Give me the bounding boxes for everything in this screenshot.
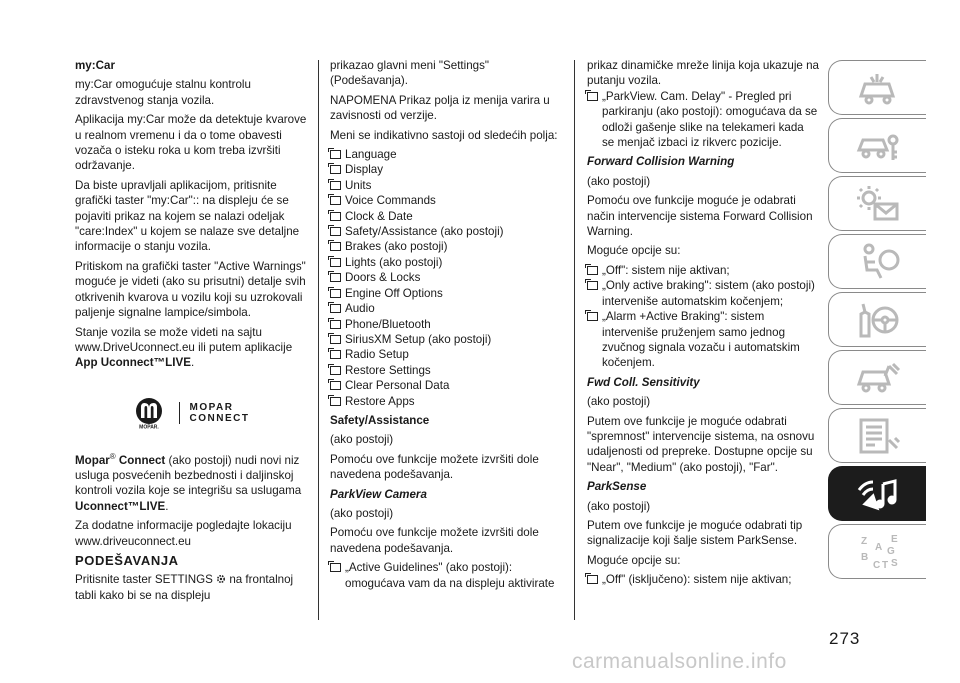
tab-driving[interactable] bbox=[828, 292, 926, 347]
bullet-icon bbox=[330, 304, 341, 313]
bullet-icon bbox=[330, 350, 341, 359]
column-divider-right bbox=[574, 60, 575, 620]
bullet-icon bbox=[330, 563, 341, 572]
settings-menu-item bbox=[330, 332, 562, 347]
bullet-icon bbox=[330, 242, 341, 251]
warning-light-icon bbox=[855, 184, 901, 224]
subheading: ParkSense bbox=[587, 480, 647, 494]
registered-mark: ® bbox=[109, 451, 116, 461]
bullet-icon bbox=[587, 312, 598, 321]
list-item bbox=[587, 89, 819, 151]
paragraph bbox=[75, 572, 307, 603]
subheading: ParkView Camera bbox=[330, 487, 427, 501]
settings-menu-item-label: Radio Setup bbox=[345, 348, 409, 362]
settings-menu-item bbox=[330, 224, 562, 239]
settings-menu-item bbox=[330, 363, 562, 378]
paragraph: NAPOMENA Prikaz polja iz menija varira u zavisnosti od verzije. bbox=[330, 93, 550, 123]
settings-menu-item-label: Safety/Assistance (ako postoji) bbox=[345, 225, 504, 239]
paragraph: (ako postoji) bbox=[587, 174, 651, 188]
mycar-heading: my:Car bbox=[75, 59, 115, 72]
bullet-icon bbox=[587, 281, 598, 290]
settings-menu-item bbox=[330, 286, 562, 301]
app-name: App Uconnect™LIVE bbox=[75, 356, 191, 370]
settings-menu-item bbox=[330, 239, 562, 254]
settings-menu-item-label: Units bbox=[345, 178, 372, 192]
multimedia-icon bbox=[855, 474, 901, 514]
list-item bbox=[587, 278, 819, 309]
paragraph: Za dodatne informacije pogledajte lokaciju www.driveuconnect.eu bbox=[75, 519, 292, 548]
tab-safety[interactable] bbox=[828, 234, 926, 289]
column-3 bbox=[587, 58, 819, 588]
text: . bbox=[165, 499, 169, 513]
list-item bbox=[587, 263, 819, 278]
bullet-icon bbox=[330, 150, 341, 159]
bullet-icon bbox=[330, 335, 341, 344]
paragraph: Putem ove funkcije je moguće odabrati tip signalizacije koji šalje sistem ParkSense. bbox=[587, 518, 803, 548]
index-letter: E bbox=[890, 533, 898, 545]
settings-menu-item-label: Phone/Bluetooth bbox=[345, 317, 431, 331]
paragraph bbox=[75, 325, 307, 371]
logo-wordmark bbox=[179, 402, 250, 424]
settings-menu-item-label: Doors & Locks bbox=[345, 271, 421, 285]
index-letter: C bbox=[872, 559, 880, 571]
settings-menu-item-label: Clock & Date bbox=[345, 209, 413, 223]
column-divider-left bbox=[318, 60, 319, 620]
settings-menu-item bbox=[330, 301, 562, 316]
settings-menu-item bbox=[330, 317, 562, 332]
column-2 bbox=[330, 58, 562, 591]
car-key-icon bbox=[855, 126, 901, 166]
settings-menu-item-label: Restore Apps bbox=[345, 394, 415, 408]
bullet-icon bbox=[330, 181, 341, 190]
tab-car-key[interactable] bbox=[828, 118, 926, 173]
settings-menu-item bbox=[330, 378, 562, 393]
bullet-icon bbox=[330, 165, 341, 174]
text: na frontalnoj tabli kako bi se na displeju bbox=[75, 573, 294, 602]
list-item bbox=[330, 560, 562, 591]
bullet-icon bbox=[330, 366, 341, 375]
bullet-icon bbox=[330, 289, 341, 298]
page-number: 273 bbox=[829, 629, 861, 648]
settings-menu-item bbox=[330, 178, 562, 193]
index-letter: T bbox=[881, 559, 888, 571]
text: (ako postoji) nudi novi niz usluga posvećenih bezbednosti i daljinskoj kontroli vozila koje se integrišu sa uslugama bbox=[75, 453, 302, 498]
bullet-icon bbox=[330, 397, 341, 406]
index-letter: B bbox=[860, 551, 868, 563]
settings-menu-item-label: Brakes (ako postoji) bbox=[345, 240, 448, 254]
index-letter: G bbox=[886, 545, 895, 557]
paragraph: (ako postoji) bbox=[330, 433, 394, 447]
bullet-icon bbox=[330, 258, 341, 267]
paragraph: Meni se indikativno sastoji od sledećih polja: bbox=[330, 128, 558, 142]
service-name: Uconnect™LIVE bbox=[75, 499, 166, 513]
settings-menu-item-label: Lights (ako postoji) bbox=[345, 255, 443, 269]
settings-gear-icon bbox=[216, 574, 226, 584]
bullet-icon bbox=[587, 575, 598, 584]
paragraph bbox=[75, 449, 307, 514]
bullet-icon bbox=[587, 266, 598, 275]
tab-dashboard[interactable] bbox=[828, 60, 926, 115]
paragraph: Da biste upravljali aplikacijom, pritisnite grafički taster "my:Car":: na displeju će se pojaviti prikaz na kojem se nalazi odeljak "care:Index" u kojem se nalaze sve detaljne informacije o stanju vozila. bbox=[75, 178, 300, 254]
paragraph: Pritiskom na grafički taster "Active Warnings" moguće je videti (ako su prisutni) detalje svih otkrivenih kvarova u vozilu koji su uzrokovali paljenje signalne lampice/simbola. bbox=[75, 259, 306, 320]
index-icon bbox=[855, 532, 901, 572]
list-item-text: „Off": sistem nije aktivan; bbox=[602, 263, 730, 277]
bullet-icon bbox=[330, 227, 341, 236]
steering-wheel-icon bbox=[855, 300, 901, 340]
paragraph: (ako postoji) bbox=[330, 506, 394, 520]
technical-data-icon bbox=[855, 416, 901, 456]
column-1 bbox=[75, 58, 307, 607]
paragraph: prikaz dinamičke mreže linija koja ukazuje na putanju vozila. bbox=[587, 59, 819, 88]
settings-menu-list bbox=[330, 147, 562, 409]
car-service-icon bbox=[855, 358, 901, 398]
settings-menu-item bbox=[330, 255, 562, 270]
paragraph: prikazao glavni meni "Settings" (Podešavanja). bbox=[330, 59, 490, 88]
text: Stanje vozila se može videti na sajtu www.DriveUconnect.eu ili putem aplikacije bbox=[75, 325, 293, 354]
brand: Connect bbox=[115, 453, 166, 467]
mopar-connect-logo bbox=[75, 393, 307, 433]
settings-menu-item-label: Clear Personal Data bbox=[345, 379, 450, 393]
settings-menu-item bbox=[330, 147, 562, 162]
bullet-icon bbox=[330, 320, 341, 329]
settings-menu-item-label: Audio bbox=[345, 302, 375, 316]
tab-maintenance[interactable] bbox=[828, 408, 926, 463]
settings-menu-item bbox=[330, 162, 562, 177]
logo-mark-text: MOPAR. bbox=[138, 424, 159, 429]
list-item-text: „Alarm +Active Braking": sistem interveniše pruženjem samo jednog zvučnog signala vozaču i automatskim kočenjem. bbox=[602, 310, 800, 370]
paragraph: (ako postoji) bbox=[587, 395, 651, 409]
car-dashboard-icon bbox=[855, 68, 901, 108]
settings-menu-item bbox=[330, 270, 562, 285]
paragraph: Moguće opcije su: bbox=[587, 553, 681, 567]
list-item bbox=[587, 309, 819, 371]
tab-multimedia[interactable] bbox=[828, 466, 926, 521]
tab-index[interactable] bbox=[828, 524, 926, 579]
settings-menu-item bbox=[330, 394, 562, 409]
airbag-icon bbox=[855, 242, 901, 282]
paragraph: Moguće opcije su: bbox=[587, 244, 681, 258]
mopar-m-logo-icon bbox=[133, 397, 165, 429]
settings-menu-item bbox=[330, 347, 562, 362]
index-letter: A bbox=[874, 541, 882, 553]
paragraph: Aplikacija my:Car može da detektuje kvarove u realnom vremenu i da o tome obavesti vozača o isteku roka u kom treba izvršiti održavanje. bbox=[75, 113, 307, 173]
paragraph: (ako postoji) bbox=[587, 499, 651, 513]
settings-menu-item-label: Restore Settings bbox=[345, 363, 431, 377]
list-item-text: „Only active braking": sistem (ako postoji) interveniše automatskim kočenjem; bbox=[602, 279, 815, 308]
settings-menu-item-label: Engine Off Options bbox=[345, 286, 443, 300]
paragraph: Putem ove funkcije je moguće odabrati "spremnost" intervencije sistema, na osnovu udaljenosti od prepreke. Dostupne opcije su "Near", "Medium" (ako postoji), "Far". bbox=[587, 414, 815, 474]
tab-warning-lights[interactable] bbox=[828, 176, 926, 231]
list-item-text: „Off" (isključeno): sistem nije aktivan; bbox=[602, 573, 792, 587]
bullet-icon bbox=[330, 212, 341, 221]
brand: Mopar bbox=[75, 453, 110, 467]
subheading: Safety/Assistance bbox=[330, 413, 430, 427]
settings-menu-item-label: Voice Commands bbox=[345, 194, 436, 208]
logo-line: CONNECT bbox=[189, 412, 250, 424]
bullet-icon bbox=[330, 196, 341, 205]
text: Pritisnite taster SETTINGS bbox=[75, 573, 217, 587]
settings-menu-item-label: Display bbox=[345, 163, 384, 177]
paragraph: Pomoću ove funkcije moguće je odabrati način intervencije sistema Forward Collision Warning. bbox=[587, 194, 813, 239]
list-item-text: „ParkView. Cam. Delay" - Pregled pri parkiranju (ako postoji): omogućava da se odloži gašenje slike na telekameri kada se menjač izbaci iz rikverc pozicije. bbox=[602, 89, 818, 150]
bullet-icon bbox=[587, 92, 598, 101]
text: . bbox=[190, 356, 195, 370]
subheading: Fwd Coll. Sensitivity bbox=[587, 375, 700, 389]
settings-menu-item-label: Language bbox=[345, 148, 397, 162]
settings-menu-item bbox=[330, 193, 562, 208]
bullet-icon bbox=[330, 273, 341, 282]
watermark: carmanualsonline.info bbox=[572, 650, 787, 673]
index-letter: Z bbox=[860, 535, 867, 547]
logo-line: MOPAR bbox=[189, 401, 234, 413]
paragraph: my:Car omogućuje stalnu kontrolu zdravstvenog stanja vozila. bbox=[75, 78, 251, 107]
paragraph: Pomoću ove funkcije možete izvršiti dole navedena podešavanja. bbox=[330, 452, 539, 482]
list-item bbox=[587, 572, 819, 587]
tab-emergency[interactable] bbox=[828, 350, 926, 405]
subheading: Forward Collision Warning bbox=[587, 155, 735, 169]
bullet-icon bbox=[330, 381, 341, 390]
section-heading: PODEŠAVANJA bbox=[75, 553, 179, 569]
chapter-tabs bbox=[828, 60, 926, 582]
paragraph: Pomoću ove funkcije možete izvršiti dole navedena podešavanja. bbox=[330, 526, 539, 555]
settings-menu-item-label: SiriusXM Setup (ako postoji) bbox=[345, 332, 492, 346]
list-item-text: „Active Guidelines" (ako postoji): omogućava vam da na displeju aktivirate bbox=[345, 561, 555, 590]
index-letter: S bbox=[890, 557, 898, 569]
settings-menu-item bbox=[330, 209, 562, 224]
